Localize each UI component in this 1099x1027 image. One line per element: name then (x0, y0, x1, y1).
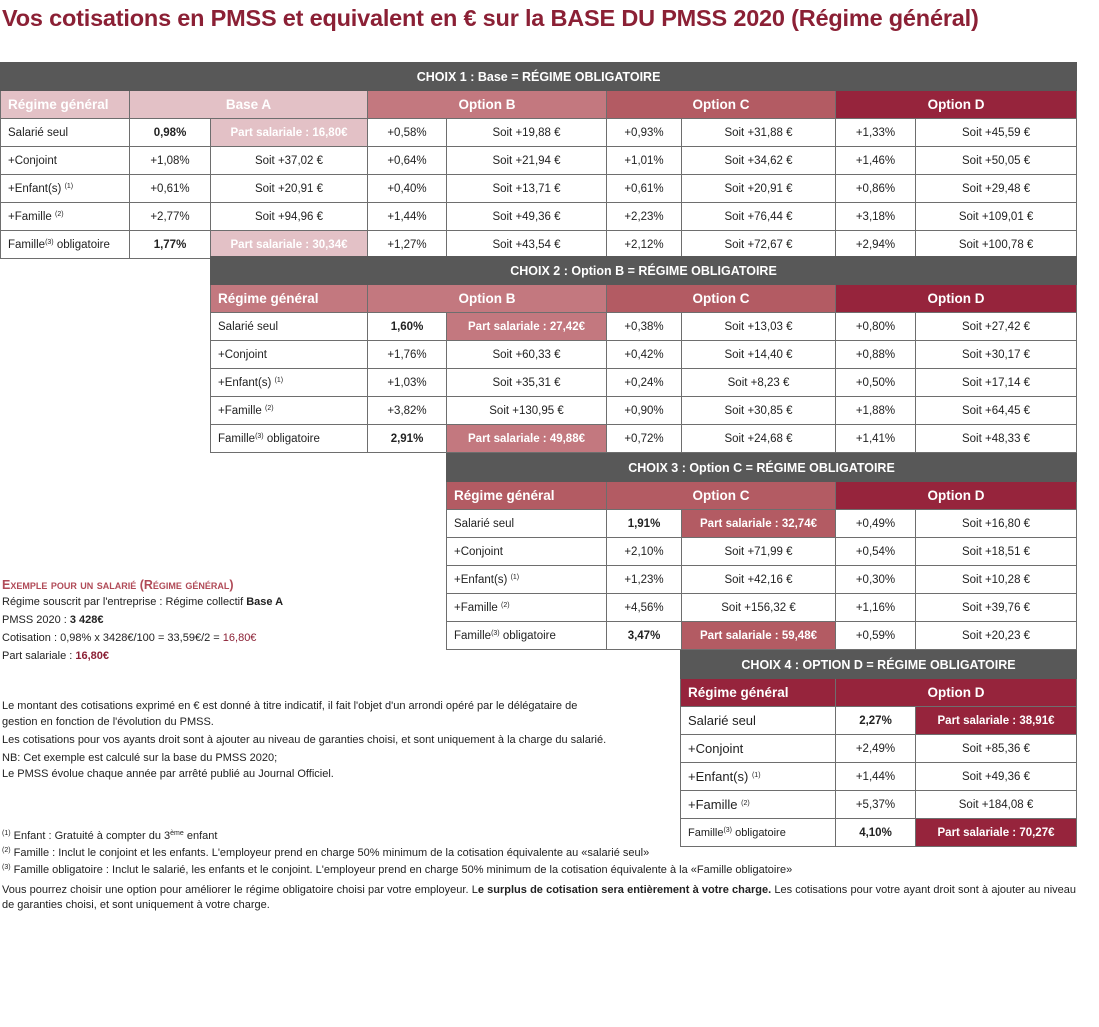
option-b-rate: +0,40% (368, 175, 447, 203)
footnote-1: $^{(1)}$ Enfant : Gratuité à compter du 3ème enfant (2, 830, 218, 842)
table-row (1, 119, 1077, 147)
table-row (211, 397, 1077, 425)
row-label: +Enfant(s) $^{(1)}$ (447, 566, 607, 594)
option-b-amount: Soit +43,54 € (447, 231, 607, 259)
option-b-rate: +0,64% (368, 147, 447, 175)
base-a-part-salariale: Part salariale : 16,80€ (211, 119, 368, 147)
table-row (211, 369, 1077, 397)
option-d-amount: Soit +85,36 € (916, 735, 1077, 763)
option-d-amount: Soit +18,51 € (916, 538, 1077, 566)
option-c-amount: Soit +24,68 € (682, 425, 836, 453)
option-d-part-salariale: Part salariale : 38,91€ (916, 707, 1077, 735)
option-c-rate: +0,93% (607, 119, 682, 147)
option-b-amount: Soit +19,88 € (447, 119, 607, 147)
option-d-amount: Soit +30,17 € (916, 341, 1077, 369)
table-row (1, 147, 1077, 175)
option-c-amount: Soit +8,23 € (682, 369, 836, 397)
option-d-rate: +1,16% (836, 594, 916, 622)
base-a-rate: +2,77% (130, 203, 211, 231)
note-text: Les cotisations pour vos ayants droit sont à ajouter au niveau de garanties choisi, et sont uniquement à la charge du salarié. (2, 734, 607, 746)
choix1-header-regime: Régime général (1, 91, 130, 119)
option-c-part-salariale: Part salariale : 59,48€ (682, 622, 836, 650)
choix3-header-option-d: Option D (836, 482, 1077, 510)
option-b-rate: +1,76% (368, 341, 447, 369)
option-c-amount: Soit +34,62 € (682, 147, 836, 175)
base-a-rate: +1,08% (130, 147, 211, 175)
row-label: Salarié seul (1, 119, 130, 147)
page-title: Vos cotisations en PMSS et equivalent en € sur la BASE DU PMSS 2020 (Régime général) (2, 5, 979, 31)
choix3-table (446, 453, 1077, 650)
footnote-3: $^{(3)}$ Famille obligatoire : Inclut le salarié, les enfants et le conjoint. L'employeur prend en charge 50% minimum de la cotisation équivalente à la «Famille obligatoire» (2, 864, 793, 876)
example-heading: Exemple pour un salarié (Régime général) (2, 578, 234, 592)
option-c-amount: Soit +76,44 € (682, 203, 836, 231)
table-row (447, 510, 1077, 538)
option-c-amount: Soit +30,85 € (682, 397, 836, 425)
option-c-rate: +2,23% (607, 203, 682, 231)
choix2-table (210, 256, 1077, 453)
bottom-note: Vous pourrez choisir une option pour améliorer le régime obligatoire choisi par votre employeur. Le surplus de cotisation sera entièrement à votre charge. Les cotisations pour votre ayant droit sont à ajouter au niveau de garanties choisi, et sont uniquement à votre charge. (2, 884, 1077, 911)
choix3-header-regime: Régime général (447, 482, 607, 510)
option-d-amount: Soit +16,80 € (916, 510, 1077, 538)
row-label: +Enfant(s) $^{(1)}$ (211, 369, 368, 397)
example-line: Régime souscrit par l'entreprise : Régime collectif Base A (2, 596, 284, 608)
option-b-amount: Soit +35,31 € (447, 369, 607, 397)
base-a-amount: Soit +37,02 € (211, 147, 368, 175)
option-d-rate: +2,94% (836, 231, 916, 259)
option-c-rate: +0,72% (607, 425, 682, 453)
choix3-header-option-c: Option C (607, 482, 836, 510)
option-b-rate: +1,03% (368, 369, 447, 397)
option-b-rate: 1,60% (368, 313, 447, 341)
base-a-amount: Soit +20,91 € (211, 175, 368, 203)
row-label: +Famille $^{(2)}$ (1, 203, 130, 231)
row-label: Famille$^{(3)}$ obligatoire (211, 425, 368, 453)
option-d-rate: +5,37% (836, 791, 916, 819)
option-d-rate: +0,30% (836, 566, 916, 594)
option-c-rate: +4,56% (607, 594, 682, 622)
option-d-rate: +1,41% (836, 425, 916, 453)
option-c-rate: +1,01% (607, 147, 682, 175)
option-d-rate: +2,49% (836, 735, 916, 763)
option-d-amount: Soit +39,76 € (916, 594, 1077, 622)
base-a-rate: 1,77% (130, 231, 211, 259)
base-a-part-salariale: Part salariale : 30,34€ (211, 231, 368, 259)
table-row (447, 622, 1077, 650)
option-d-amount: Soit +49,36 € (916, 763, 1077, 791)
base-a-rate: +0,61% (130, 175, 211, 203)
table-row (447, 594, 1077, 622)
row-label: +Famille $^{(2)}$ (211, 397, 368, 425)
choix4-header-regime: Régime général (681, 679, 836, 707)
option-d-rate: +0,59% (836, 622, 916, 650)
row-label: +Conjoint (211, 341, 368, 369)
option-d-amount: Soit +184,08 € (916, 791, 1077, 819)
table-row (681, 707, 1077, 735)
option-c-amount: Soit +71,99 € (682, 538, 836, 566)
choix1-header-base-a: Base A (130, 91, 368, 119)
option-d-rate: +0,54% (836, 538, 916, 566)
option-d-amount: Soit +64,45 € (916, 397, 1077, 425)
choix1-title: CHOIX 1 : Base = RÉGIME OBLIGATOIRE (1, 63, 1077, 91)
option-c-rate: +0,38% (607, 313, 682, 341)
table-row (681, 791, 1077, 819)
note-text: Le montant des cotisations exprimé en € est donné à titre indicatif, il fait l'objet d'un arrondi opéré par le délégataire de gestion en fonction de l'évolution du PMSS. (2, 700, 578, 728)
row-label: +Enfant(s) $^{(1)}$ (1, 175, 130, 203)
option-c-rate: +0,24% (607, 369, 682, 397)
option-b-amount: Soit +130,95 € (447, 397, 607, 425)
table-row (1, 231, 1077, 259)
row-label: Salarié seul (211, 313, 368, 341)
option-c-amount: Soit +20,91 € (682, 175, 836, 203)
table-row (211, 425, 1077, 453)
option-d-amount: Soit +29,48 € (916, 175, 1077, 203)
option-d-amount: Soit +17,14 € (916, 369, 1077, 397)
choix1-table (0, 62, 1077, 259)
note-text: Le PMSS évolue chaque année par arrêté publié au Journal Officiel. (2, 768, 334, 780)
example-line: Cotisation : 0,98% x 3428€/100 = 33,59€/2 = 16,80€ (2, 632, 257, 644)
table-row (447, 538, 1077, 566)
option-b-part-salariale: Part salariale : 49,88€ (447, 425, 607, 453)
option-d-rate: +1,46% (836, 147, 916, 175)
option-d-rate: +0,80% (836, 313, 916, 341)
row-label: +Conjoint (1, 147, 130, 175)
option-c-rate: +2,12% (607, 231, 682, 259)
row-label: +Enfant(s) $^{(1)}$ (681, 763, 836, 791)
table-row (681, 763, 1077, 791)
option-b-rate: +3,82% (368, 397, 447, 425)
option-d-rate: +1,44% (836, 763, 916, 791)
option-c-rate: 1,91% (607, 510, 682, 538)
option-c-rate: +2,10% (607, 538, 682, 566)
option-b-amount: Soit +21,94 € (447, 147, 607, 175)
choix3-title: CHOIX 3 : Option C = RÉGIME OBLIGATOIRE (447, 454, 1077, 482)
option-d-rate: +0,88% (836, 341, 916, 369)
table-row (211, 341, 1077, 369)
option-d-amount: Soit +109,01 € (916, 203, 1077, 231)
row-label: Famille$^{(3)}$ obligatoire (1, 231, 130, 259)
option-c-amount: Soit +156,32 € (682, 594, 836, 622)
base-a-amount: Soit +94,96 € (211, 203, 368, 231)
option-d-rate: +3,18% (836, 203, 916, 231)
option-c-part-salariale: Part salariale : 32,74€ (682, 510, 836, 538)
option-d-amount: Soit +50,05 € (916, 147, 1077, 175)
option-b-amount: Soit +60,33 € (447, 341, 607, 369)
option-c-amount: Soit +42,16 € (682, 566, 836, 594)
row-label: Famille$^{(3)}$ obligatoire (681, 819, 836, 847)
footnote-2: $^{(2)}$ Famille : Inclut le conjoint et les enfants. L'employeur prend en charge 50% minimum de la cotisation équivalente au «salarié seul» (2, 847, 650, 859)
option-b-rate: +1,27% (368, 231, 447, 259)
option-d-rate: +0,49% (836, 510, 916, 538)
choix1-header-option-b: Option B (368, 91, 607, 119)
option-b-rate: +0,58% (368, 119, 447, 147)
table-row (211, 313, 1077, 341)
option-d-rate: +1,33% (836, 119, 916, 147)
option-b-amount: Soit +49,36 € (447, 203, 607, 231)
example-line: Part salariale : 16,80€ (2, 650, 110, 662)
option-c-rate: +0,42% (607, 341, 682, 369)
option-d-amount: Soit +100,78 € (916, 231, 1077, 259)
row-label: +Famille $^{(2)}$ (447, 594, 607, 622)
option-c-amount: Soit +31,88 € (682, 119, 836, 147)
choix1-header-option-c: Option C (607, 91, 836, 119)
option-c-rate: +0,90% (607, 397, 682, 425)
option-d-rate: 4,10% (836, 819, 916, 847)
note-text: NB: Cet exemple est calculé sur la base du PMSS 2020; (2, 752, 278, 764)
option-c-rate: +0,61% (607, 175, 682, 203)
notes-block (2, 698, 612, 784)
choix2-title: CHOIX 2 : Option B = RÉGIME OBLIGATOIRE (211, 257, 1077, 285)
option-c-rate: +1,23% (607, 566, 682, 594)
row-label: +Famille $^{(2)}$ (681, 791, 836, 819)
choix2-header-option-d: Option D (836, 285, 1077, 313)
option-c-amount: Soit +72,67 € (682, 231, 836, 259)
choix2-header-regime: Régime général (211, 285, 368, 313)
option-d-amount: Soit +20,23 € (916, 622, 1077, 650)
choix4-header-option-d: Option D (836, 679, 1077, 707)
footnotes (2, 828, 792, 879)
option-c-amount: Soit +13,03 € (682, 313, 836, 341)
choix1-header-option-d: Option D (836, 91, 1077, 119)
row-label: Famille$^{(3)}$ obligatoire (447, 622, 607, 650)
option-d-amount: Soit +48,33 € (916, 425, 1077, 453)
base-a-rate: 0,98% (130, 119, 211, 147)
option-d-rate: +1,88% (836, 397, 916, 425)
row-label: Salarié seul (681, 707, 836, 735)
choix4-title: CHOIX 4 : OPTION D = RÉGIME OBLIGATOIRE (681, 651, 1077, 679)
option-d-part-salariale: Part salariale : 70,27€ (916, 819, 1077, 847)
choix2-header-option-b: Option B (368, 285, 607, 313)
option-d-amount: Soit +45,59 € (916, 119, 1077, 147)
table-row (1, 203, 1077, 231)
row-label: +Conjoint (447, 538, 607, 566)
option-c-amount: Soit +14,40 € (682, 341, 836, 369)
option-c-rate: 3,47% (607, 622, 682, 650)
choix4-table (680, 650, 1077, 847)
option-d-amount: Soit +27,42 € (916, 313, 1077, 341)
example-line: PMSS 2020 : 3 428€ (2, 614, 104, 626)
row-label: +Conjoint (681, 735, 836, 763)
choix2-header-option-c: Option C (607, 285, 836, 313)
option-d-rate: +0,50% (836, 369, 916, 397)
table-row (447, 566, 1077, 594)
option-d-rate: +0,86% (836, 175, 916, 203)
option-b-part-salariale: Part salariale : 27,42€ (447, 313, 607, 341)
option-b-amount: Soit +13,71 € (447, 175, 607, 203)
table-row (681, 735, 1077, 763)
table-row (1, 175, 1077, 203)
option-b-rate: 2,91% (368, 425, 447, 453)
row-label: Salarié seul (447, 510, 607, 538)
option-d-rate: 2,27% (836, 707, 916, 735)
example-block (2, 577, 283, 665)
option-b-rate: +1,44% (368, 203, 447, 231)
option-d-amount: Soit +10,28 € (916, 566, 1077, 594)
